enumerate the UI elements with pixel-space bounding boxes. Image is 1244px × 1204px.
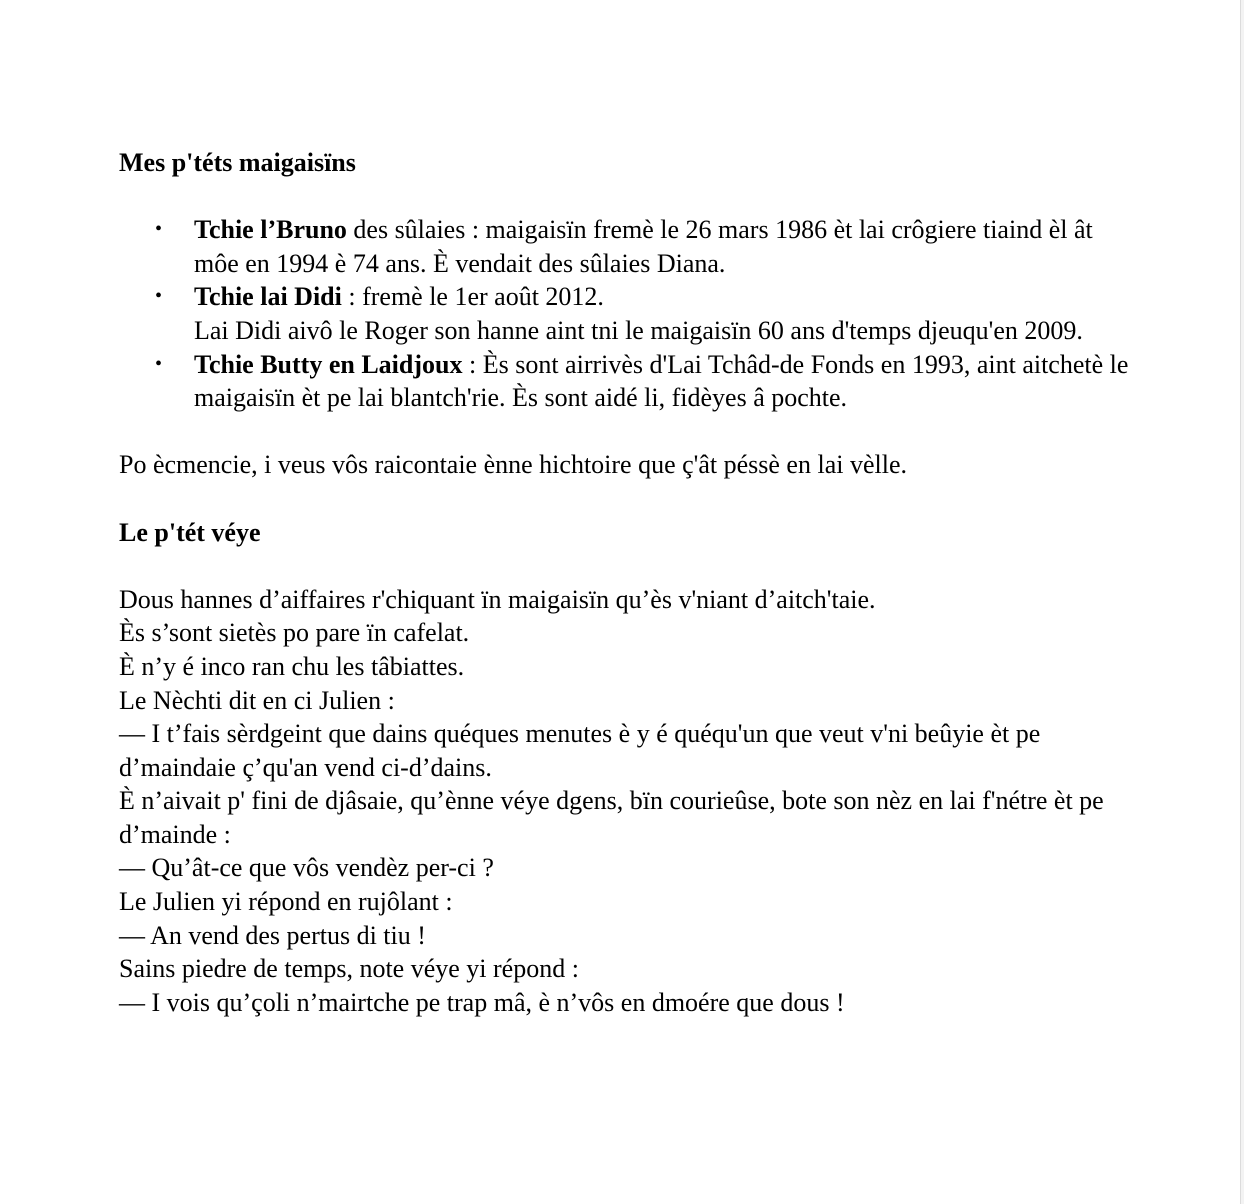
bullet-icon: • [155, 285, 163, 308]
story-line: È n’aivait p' fini de djâsaie, qu’ènne véye dgens, bïn courieûse, bote son nèz en lai f'nétre èt pe d’mainde : [119, 786, 1104, 849]
shop-name: Tchie l’Bruno [194, 215, 347, 245]
list-item [119, 280, 1129, 347]
story-text [119, 583, 1129, 1020]
story-line: — I t’fais sèrdgeint que dains quéques menutes è y é quéqu'un que veut v'ni beûyie èt pe d’maindaie ç’qu'an vend ci-d’dains. [119, 719, 1041, 782]
story-line: Le Julien yi répond en rujôlant : [119, 887, 453, 917]
shop-name: Tchie Butty en Laidjoux [194, 349, 463, 379]
section-heading-shops: Mes p'téts maigaisïns [119, 148, 356, 177]
story-line: È n’y é inco ran chu les tâbiattes. [119, 651, 465, 681]
shop-list [119, 213, 1129, 415]
bullet-icon: • [155, 218, 163, 241]
shop-description: des sûlaies : maigaisïn fremè le 26 mars 1986 èt lai crôgiere tiaind èl ât môe en 1994 è 74 ans. È vendait des sûlaies Diana. [194, 215, 1093, 278]
shop-extra-description: Lai Didi aivô le Roger son hanne aint tni le maigaisïn 60 ans d'temps djeuqu'en 2009. [194, 315, 1083, 345]
story-line: — I vois qu’çoli n’mairtche pe trap mâ, è n’vôs en dmoére que dous ! [119, 987, 845, 1017]
story-line: — An vend des pertus di tiu ! [119, 920, 426, 950]
story-line: Le Nèchti dit en ci Julien : [119, 685, 395, 715]
intro-paragraph: Po ècmencie, i veus vôs raicontaie ènne hichtoire que ç'ât péssè en lai vèlle. [119, 450, 907, 480]
story-line: Sains piedre de temps, note véye yi répond : [119, 954, 579, 984]
story-line: — Qu’ât-ce que vôs vendèz per-ci ? [119, 853, 494, 883]
list-item [119, 213, 1129, 280]
document-body [119, 146, 1129, 1019]
shop-description: : Ès sont airrivès d'Lai Tchâd-de Fonds en 1993, aint aitchetè le maigaisïn èt pe lai blantch'rie. Ès sont aidé li, fidèyes â pochte. [194, 349, 1129, 413]
shop-description: : fremè le 1er août 2012. [341, 282, 604, 312]
list-item [119, 348, 1129, 415]
story-line: Dous hannes d’aiffaires r'chiquant ïn maigaisïn qu’ès v'niant d’aitch'taie. [119, 584, 876, 614]
bullet-icon: • [155, 352, 163, 375]
section-heading-story: Le p'tét véye [119, 517, 261, 547]
shop-name: Tchie lai Didi [194, 282, 342, 312]
story-line: Ès s’sont sietès po pare ïn cafelat. [119, 618, 470, 648]
